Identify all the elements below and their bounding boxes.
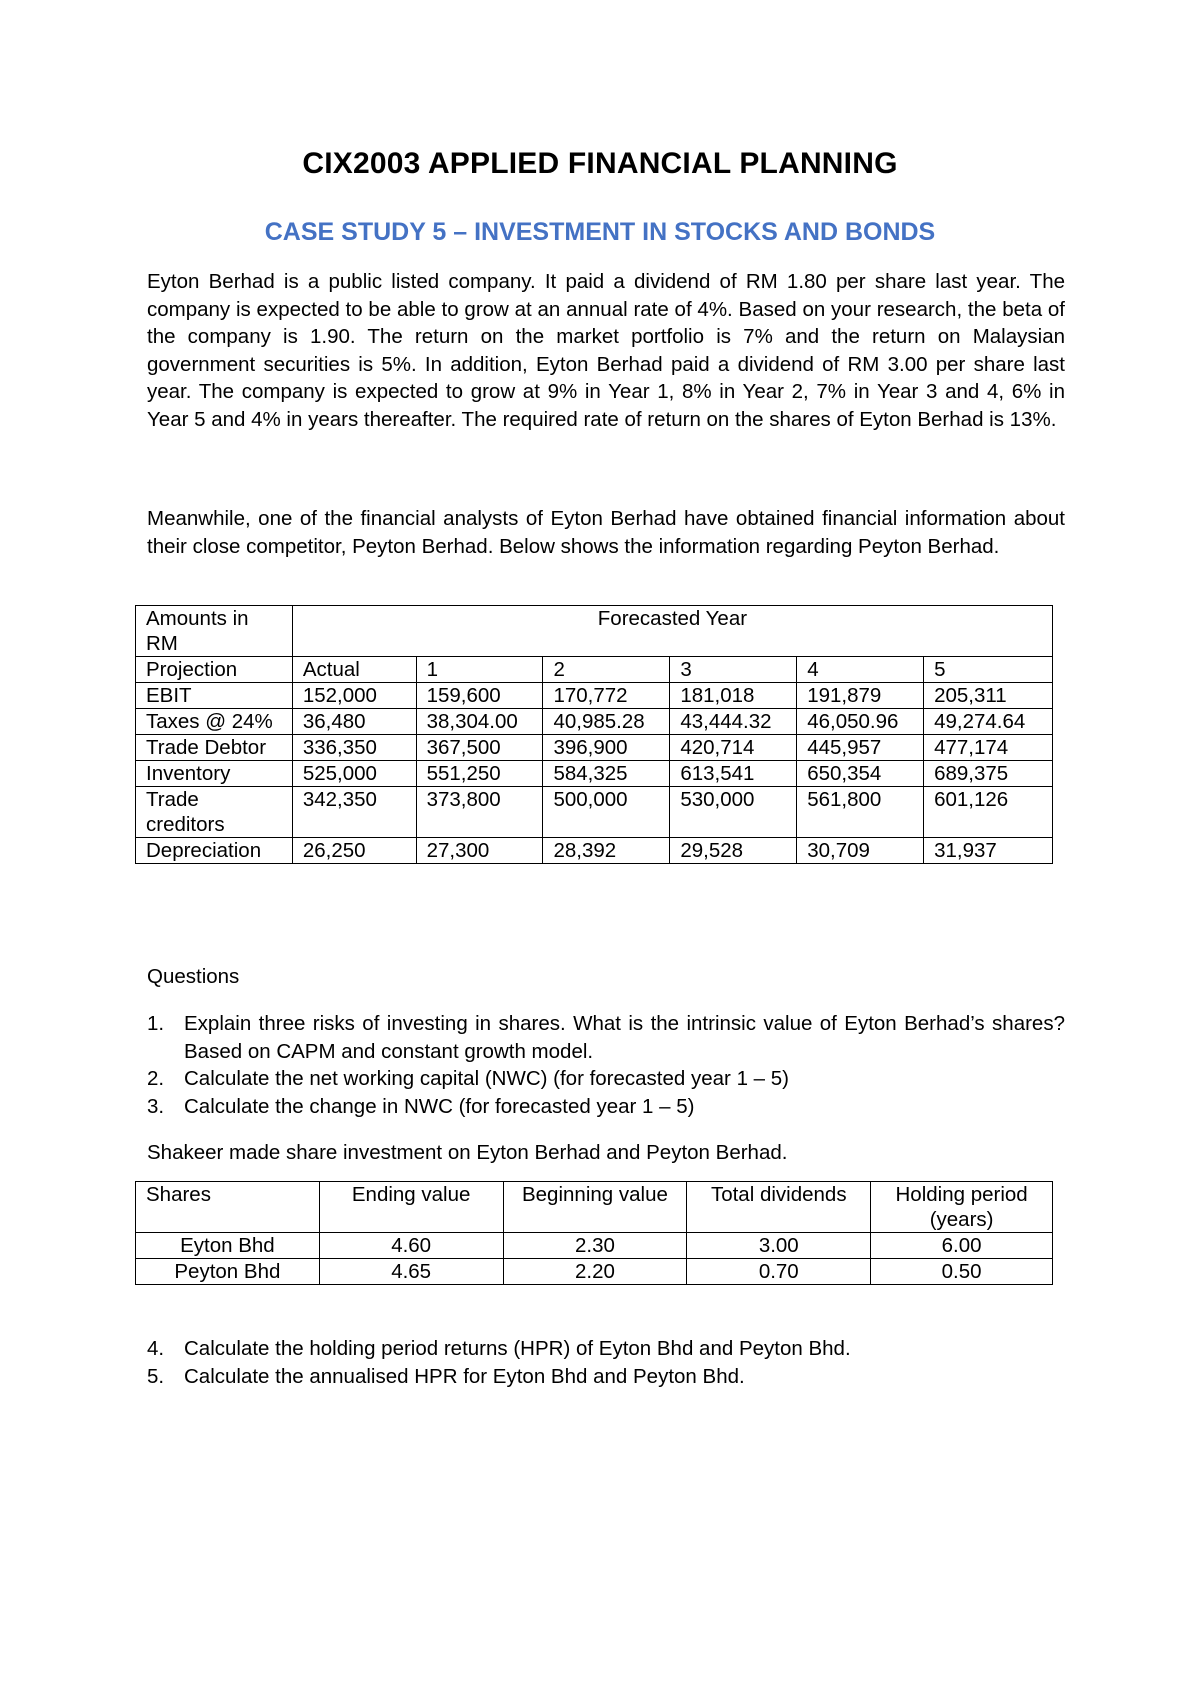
table-header-row xyxy=(136,606,1053,657)
table-cell: 3.00 xyxy=(687,1233,871,1259)
table-row xyxy=(136,657,1053,683)
questions-heading: Questions xyxy=(147,965,240,988)
column-header-cell: Total dividends xyxy=(687,1182,871,1233)
table-cell: 159,600 xyxy=(416,683,543,709)
table-cell: 2.20 xyxy=(503,1259,687,1285)
table-cell: 373,800 xyxy=(416,787,543,838)
table-cell: 46,050.96 xyxy=(797,709,924,735)
case-study-title: CASE STUDY 5 – INVESTMENT IN STOCKS AND BONDS xyxy=(264,218,936,246)
forecasted-year-header-cell: Forecasted Year xyxy=(292,606,1052,657)
share-name-cell: Peyton Bhd xyxy=(136,1259,320,1285)
shares-paragraph: Shakeer made share investment on Eyton Berhad and Peyton Berhad. xyxy=(147,1141,788,1164)
question-number: 5. xyxy=(147,1364,165,1388)
table-header-row xyxy=(136,1182,1053,1233)
share-name-cell: Eyton Bhd xyxy=(136,1233,320,1259)
table-cell: 4.65 xyxy=(319,1259,503,1285)
table-row xyxy=(136,761,1053,787)
row-label-cell: Trade creditors xyxy=(136,787,293,838)
table-cell: 601,126 xyxy=(924,787,1053,838)
question-number: 1. xyxy=(147,1012,165,1035)
table-cell: 336,350 xyxy=(292,735,416,761)
question-text: Calculate the holding period returns (HPR) of Eyton Bhd and Peyton Bhd. xyxy=(184,1337,851,1360)
table-cell: 40,985.28 xyxy=(543,709,670,735)
question-item xyxy=(147,1093,1065,1121)
table-cell: 0.50 xyxy=(871,1259,1053,1285)
table-row xyxy=(136,735,1053,761)
question-item xyxy=(147,1335,1065,1363)
question-text: Explain three risks of investing in shares. What is the intrinsic value of Eyton Berhad’s shares? Based on CAPM and constant growth model. xyxy=(184,1012,1065,1063)
table-cell: 4.60 xyxy=(319,1233,503,1259)
table-cell: 26,250 xyxy=(292,838,416,864)
table-cell: 28,392 xyxy=(543,838,670,864)
table-cell: 5 xyxy=(924,657,1053,683)
table-row xyxy=(136,1233,1053,1259)
competitor-paragraph: Meanwhile, one of the financial analysts of Eyton Berhad have obtained financial information about their close competitor, Peyton Berhad. Below shows the information regarding Peyton Berhad. xyxy=(147,507,1065,558)
table-cell: 342,350 xyxy=(292,787,416,838)
table-cell: 4 xyxy=(797,657,924,683)
table-row xyxy=(136,787,1053,838)
question-number: 2. xyxy=(147,1067,165,1090)
table-cell: 152,000 xyxy=(292,683,416,709)
table-cell: 38,304.00 xyxy=(416,709,543,735)
column-header-cell: Holding period (years) xyxy=(871,1182,1053,1233)
row-label-cell: Projection xyxy=(136,657,293,683)
row-label-cell: Inventory xyxy=(136,761,293,787)
table-cell: 561,800 xyxy=(797,787,924,838)
question-text: Calculate the annualised HPR for Eyton Bhd and Peyton Bhd. xyxy=(184,1364,745,1388)
question-list-a xyxy=(147,1010,1065,1120)
table-cell: 43,444.32 xyxy=(670,709,797,735)
table-cell: 205,311 xyxy=(924,683,1053,709)
row-label-cell: Depreciation xyxy=(136,838,293,864)
table-cell: 530,000 xyxy=(670,787,797,838)
table-cell: 3 xyxy=(670,657,797,683)
row-label-cell: EBIT xyxy=(136,683,293,709)
table-cell: 31,937 xyxy=(924,838,1053,864)
question-item xyxy=(147,1065,1065,1093)
table-cell: 650,354 xyxy=(797,761,924,787)
table-row xyxy=(136,838,1053,864)
table-cell: 0.70 xyxy=(687,1259,871,1285)
projection-table xyxy=(135,605,1053,864)
column-header-cell: Beginning value xyxy=(503,1182,687,1233)
table-cell: 551,250 xyxy=(416,761,543,787)
course-title: CIX2003 APPLIED FINANCIAL PLANNING xyxy=(302,147,898,180)
table-cell: 367,500 xyxy=(416,735,543,761)
table-cell: 30,709 xyxy=(797,838,924,864)
table-cell: 500,000 xyxy=(543,787,670,838)
table-row xyxy=(136,1259,1053,1285)
table-cell: 36,480 xyxy=(292,709,416,735)
table-cell: 584,325 xyxy=(543,761,670,787)
question-item xyxy=(147,1363,1065,1391)
row-label-cell: Trade Debtor xyxy=(136,735,293,761)
question-item xyxy=(147,1010,1065,1065)
table-cell: Actual xyxy=(292,657,416,683)
table-cell: 1 xyxy=(416,657,543,683)
table-cell: 2 xyxy=(543,657,670,683)
table-cell: 49,274.64 xyxy=(924,709,1053,735)
table-cell: 613,541 xyxy=(670,761,797,787)
table-cell: 689,375 xyxy=(924,761,1053,787)
question-text: Calculate the net working capital (NWC) (for forecasted year 1 – 5) xyxy=(184,1067,790,1090)
table-cell: 27,300 xyxy=(416,838,543,864)
table-row xyxy=(136,683,1053,709)
table-cell: 445,957 xyxy=(797,735,924,761)
question-number: 3. xyxy=(147,1094,165,1118)
column-header-cell: Ending value xyxy=(319,1182,503,1233)
table-cell: 396,900 xyxy=(543,735,670,761)
table-cell: 29,528 xyxy=(670,838,797,864)
table-cell: 170,772 xyxy=(543,683,670,709)
intro-paragraph: Eyton Berhad is a public listed company. It paid a dividend of RM 1.80 per share last year. The company is expected to be able to grow at an annual rate of 4%. Based on your research, the beta of the company is 1.90. The return on the market portfolio is 7% and the return on Malaysian government securities is 5%. In addition, Eyton Berhad paid a dividend of RM 3.00 per share last year. The company is expected to grow at 9% in Year 1, 8% in Year 2, 7% in Year 3 and 4, 6% in Year 5 and 4% in years thereafter. The required rate of return on the shares of Eyton Berhad is 13%. xyxy=(147,270,1065,431)
table-cell: 181,018 xyxy=(670,683,797,709)
row-label-cell: Taxes @ 24% xyxy=(136,709,293,735)
table-cell: 191,879 xyxy=(797,683,924,709)
table-cell: 420,714 xyxy=(670,735,797,761)
table-cell: 2.30 xyxy=(503,1233,687,1259)
table-row xyxy=(136,709,1053,735)
column-header-cell: Shares xyxy=(136,1182,320,1233)
shares-table xyxy=(135,1181,1053,1285)
question-number: 4. xyxy=(147,1337,165,1360)
table-cell: 477,174 xyxy=(924,735,1053,761)
table-cell: 6.00 xyxy=(871,1233,1053,1259)
table-cell: 525,000 xyxy=(292,761,416,787)
amounts-header-cell: Amounts in RM xyxy=(136,606,293,657)
question-list-b xyxy=(147,1335,1065,1390)
question-text: Calculate the change in NWC (for forecasted year 1 – 5) xyxy=(184,1094,695,1118)
